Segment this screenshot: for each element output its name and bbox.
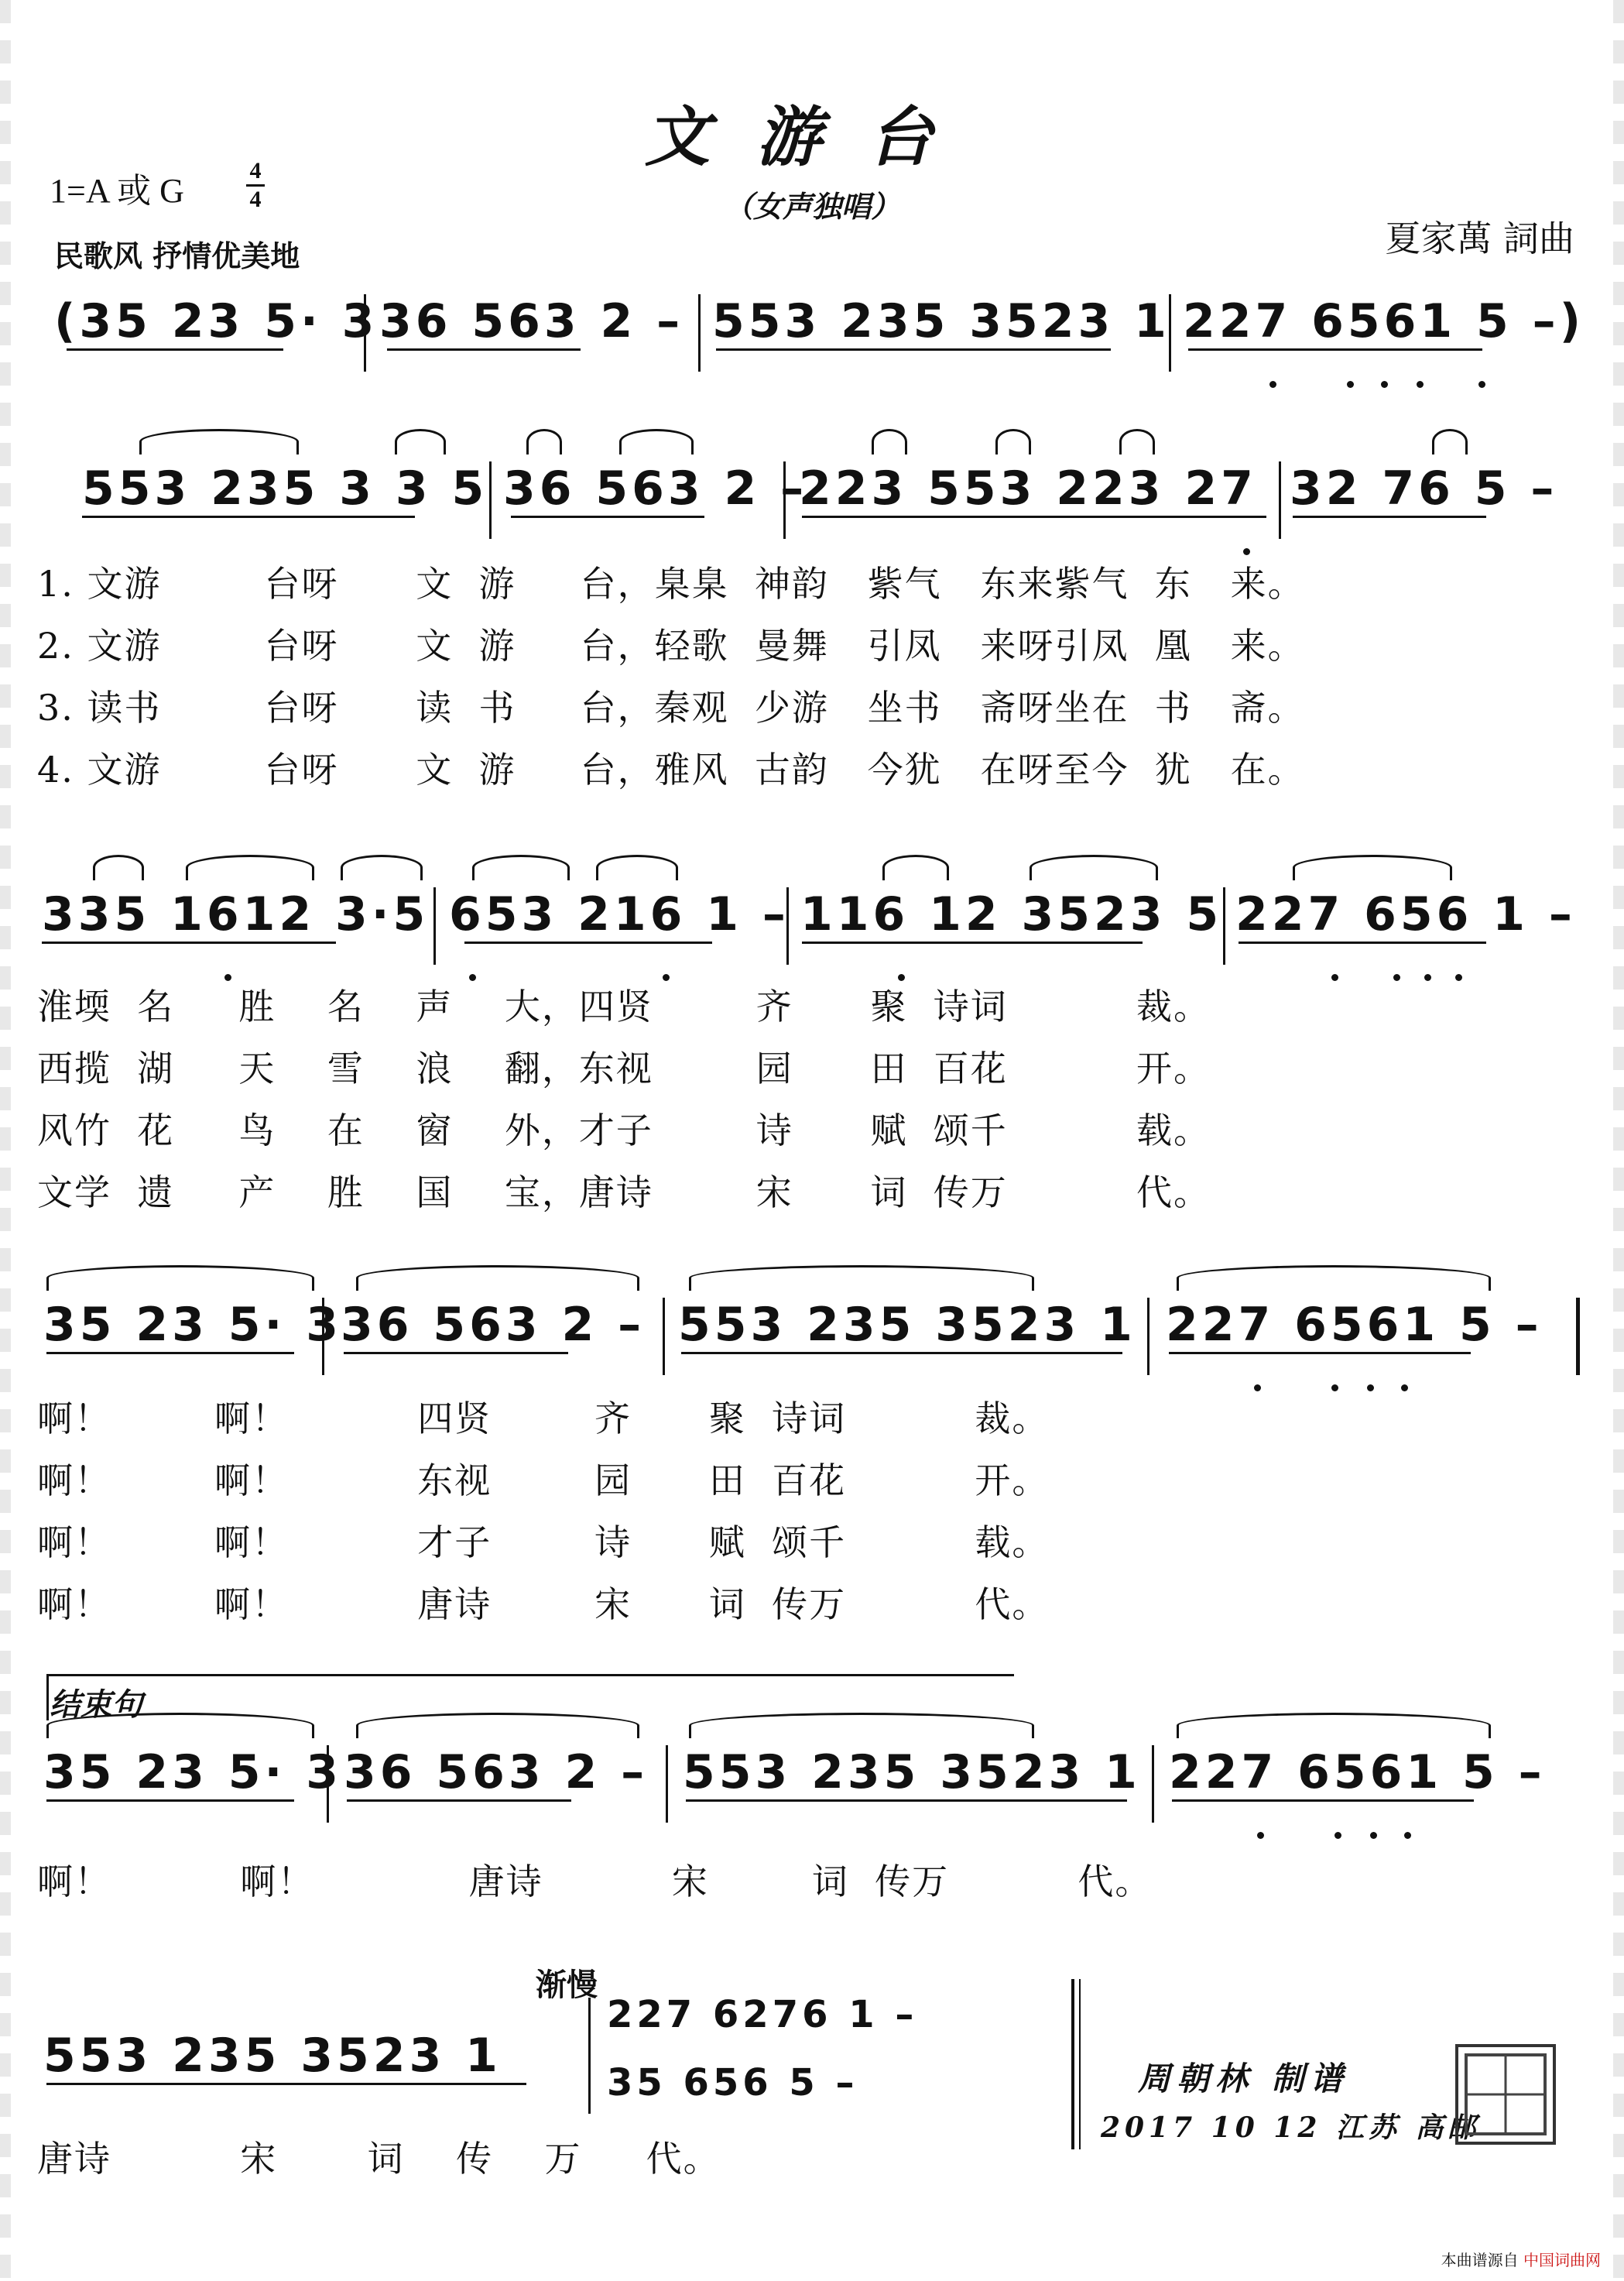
measure: 36 563 2 – <box>341 1298 646 1352</box>
seal-icon <box>1458 2047 1553 2142</box>
source-footer <box>1441 2248 1601 2270</box>
barline <box>663 1298 665 1375</box>
lyric-line: 啊！ 啊！ 才子 诗 赋 颂千 载。 <box>37 1521 1050 1563</box>
final-double-bar-thin <box>1079 1979 1081 2149</box>
barline <box>1169 294 1171 372</box>
staff-row-verse-b <box>31 887 1593 965</box>
staff-row-refrain <box>31 1298 1593 1375</box>
lyric-line: 4. 文游 台呀 文 游 台，雅风 古韵 今犹 在呀至今 犹 在。 <box>37 749 1305 791</box>
lower-voice: 35 656 5 – <box>607 2061 858 2104</box>
measure: 227 6561 5 –) <box>1183 294 1585 348</box>
final-double-bar <box>1071 1979 1074 2149</box>
measure: 553 235 3523 1 <box>712 294 1170 348</box>
barline <box>489 461 492 539</box>
ending-bracket-line <box>46 1674 1014 1676</box>
lyric-line: 西揽 湖 天 雪 浪 翻，东视 园 田 百花 开。 <box>37 1048 1211 1089</box>
key-signature: 1=A 或 G <box>50 172 184 210</box>
measure: 553 235 3523 1 <box>683 1745 1141 1799</box>
footer-source-text: 本曲谱源自 <box>1441 2251 1519 2269</box>
tempo-marking: 渐慢 <box>536 1967 598 2003</box>
lyric-line: 啊！ 啊！ 四贤 齐 聚 诗词 裁。 <box>37 1398 1050 1439</box>
upper-voice: 227 6276 1 – <box>607 1993 918 2036</box>
staff-row-final <box>31 1993 1593 2106</box>
transcription-date: 2017 10 12 江苏 高邮 <box>1101 2111 1481 2144</box>
ending-lyric: 啊！ 啊！ 唐诗 宋 词 传万 代。 <box>37 1861 1153 1902</box>
lyric-line: 1. 文游 台呀 文 游 台，臬臬 神韵 紫气 东来紫气 东 来。 <box>37 563 1305 605</box>
lyric-line: 2. 文游 台呀 文 游 台，轻歌 曼舞 引凤 来呀引凤 凰 来。 <box>37 625 1305 667</box>
seal-stamp <box>1455 2044 1556 2145</box>
barline <box>588 1998 591 2114</box>
left-border <box>0 0 11 2281</box>
measure: 35 23 5· 3 <box>43 1745 342 1799</box>
barline <box>322 1298 324 1375</box>
measure: 227 6561 5 – <box>1166 1298 1543 1352</box>
barline <box>433 887 436 965</box>
final-lyric: 唐诗 宋 词 传 万 代。 <box>37 2138 721 2180</box>
lyric-line: 3. 读书 台呀 读 书 台，秦观 少游 坐书 斋呀坐在 书 斋。 <box>37 687 1305 729</box>
lyric-line: 风竹 花 鸟 在 窗 外，才子 诗 赋 颂千 载。 <box>37 1110 1211 1151</box>
barline <box>698 294 701 372</box>
measure: 36 563 2 – <box>379 294 684 348</box>
barline <box>327 1745 329 1823</box>
measure: 553 235 3523 1 <box>43 2029 502 2083</box>
lyric-line: 啊！ 啊！ 东视 园 田 百花 开。 <box>37 1459 1050 1501</box>
staff-row-ending <box>31 1745 1593 1823</box>
ending-label: 结束句 <box>50 1687 142 1723</box>
song-subtitle: （女声独唱） <box>723 189 900 224</box>
lyric-line: 淮堧 名 胜 名 声 大，四贤 齐 聚 诗词 裁。 <box>37 986 1211 1027</box>
measure: 227 656 1 – <box>1235 887 1576 942</box>
staff-row-verse-a <box>31 461 1593 539</box>
measure: 35 23 5· 3 <box>43 1298 342 1352</box>
measure: (35 23 5· 3 <box>54 294 379 348</box>
barline <box>786 887 789 965</box>
lyric-line: 啊！ 啊！ 唐诗 宋 词 传万 代。 <box>37 1583 1050 1625</box>
barline <box>1223 887 1225 965</box>
repeat-barline <box>1576 1298 1580 1375</box>
measure: 335 1612 3·5 <box>42 887 430 942</box>
song-title: 文游台 <box>644 98 979 175</box>
measure: 32 76 5 – <box>1290 461 1558 516</box>
meter-top: 4 <box>249 158 262 184</box>
barline <box>1152 1745 1154 1823</box>
time-signature <box>246 159 265 211</box>
measure: 223 553 223 27 <box>799 461 1257 516</box>
right-border <box>1613 0 1624 2281</box>
barline <box>666 1745 668 1823</box>
measure: 116 12 3523 5 <box>800 887 1223 942</box>
ending-bracket <box>46 1674 49 1720</box>
measure: 227 6561 5 – <box>1169 1745 1546 1799</box>
performance-style: 民歌风 抒情优美地 <box>54 239 300 273</box>
lyric-line: 文学 遗 产 胜 国 宝，唐诗 宋 词 传万 代。 <box>37 1171 1211 1213</box>
barline <box>1147 1298 1149 1375</box>
measure: 36 563 2 – <box>344 1745 649 1799</box>
barline <box>364 294 366 372</box>
staff-row-intro <box>31 294 1593 372</box>
measure: 36 563 2 – <box>503 461 808 516</box>
meter-bottom: 4 <box>249 187 262 212</box>
barline <box>783 461 786 539</box>
footer-site-link[interactable]: 中国词曲网 <box>1523 2251 1601 2269</box>
composer-credit: 夏家萬 詞曲 <box>1385 218 1574 259</box>
measure: 653 216 1 – <box>449 887 790 942</box>
measure: 553 235 3523 1 <box>678 1298 1136 1352</box>
measure: 553 235 3 3 5 <box>82 461 488 516</box>
transcriber-credit: 周朝林 制谱 <box>1138 2060 1349 2097</box>
barline <box>1279 461 1281 539</box>
